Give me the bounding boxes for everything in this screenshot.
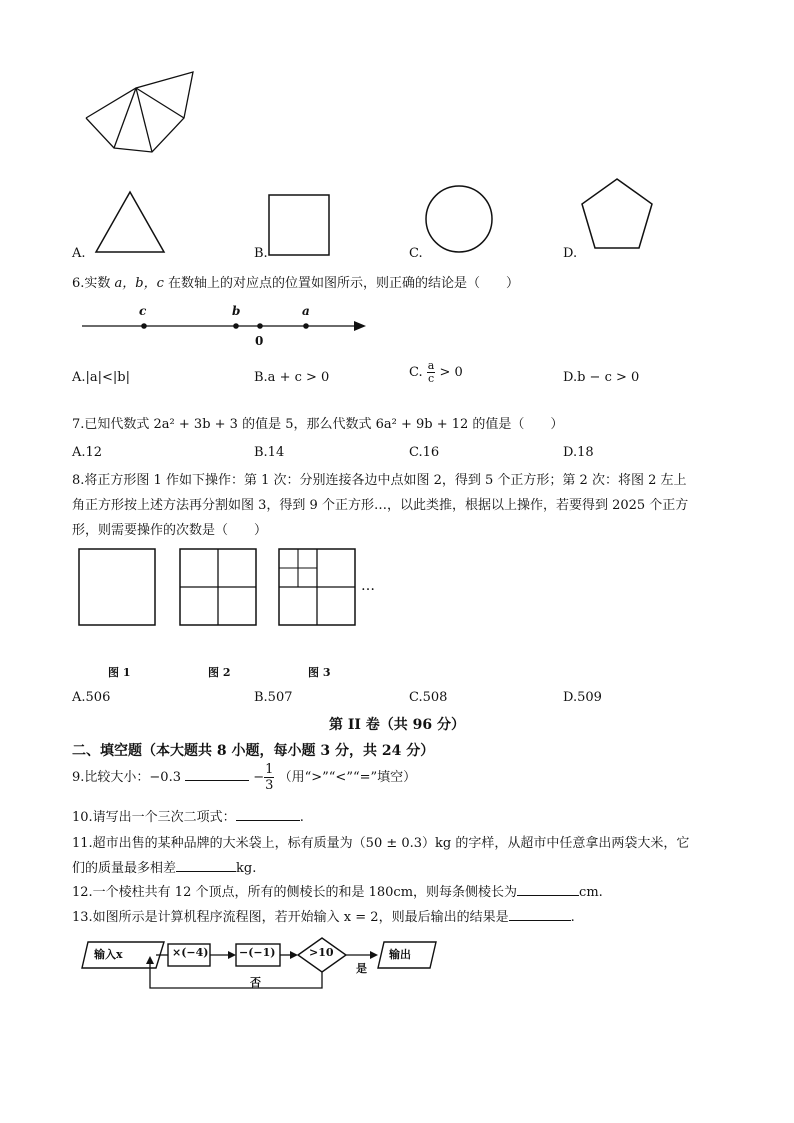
q8-figures bbox=[76, 544, 386, 628]
axis-label-zero: 0 bbox=[255, 334, 264, 348]
flow-input: 输入x bbox=[94, 948, 123, 961]
q8-ellipsis: … bbox=[361, 578, 375, 594]
q9-prefix: 9.比较大小：−0.3 bbox=[72, 770, 181, 785]
flow-subtract: −(−1) bbox=[239, 946, 276, 959]
q6-option-c-den: c bbox=[427, 372, 435, 385]
q7-stem: 7.已知代数式 2a² + 3b + 3 的值是 5，那么代数式 6a² + 9b + 12 的值是（ ） bbox=[72, 417, 564, 432]
flow-yes: 是 bbox=[356, 962, 367, 975]
q8-line-1: 8.将正方形图 1 作如下操作：第 1 次：分别连接各边中点如图 2，得到 5 个正方形；第 2 次：将图 2 左上 bbox=[72, 473, 687, 488]
section-title: 第 II 卷（共 96 分） bbox=[328, 717, 466, 733]
q8-option-d: D.509 bbox=[563, 690, 602, 705]
q7-option-d: D.18 bbox=[563, 445, 594, 460]
q12-answer-blank[interactable] bbox=[517, 883, 579, 896]
q8-option-c: C.508 bbox=[409, 690, 448, 705]
q6-stem-prefix: 6.实数 bbox=[72, 276, 111, 291]
number-line bbox=[80, 302, 370, 352]
q7-option-c: C.16 bbox=[409, 445, 440, 460]
q6-option-c-suffix: > 0 bbox=[439, 365, 463, 380]
q10-answer-blank[interactable] bbox=[236, 808, 300, 821]
flow-no: 否 bbox=[250, 976, 261, 989]
q8-option-a: A.506 bbox=[72, 690, 111, 705]
q6-option-c-prefix: C. bbox=[409, 365, 423, 380]
q8-line-3: 形，则需要操作的次数是（ ） bbox=[72, 523, 268, 538]
q10-stem bbox=[72, 806, 304, 825]
q8-fig-2-label: 图 2 bbox=[208, 666, 231, 679]
q8-line-2: 角正方形按上述方法再分割如图 3，得到 9 个正方形…，以此类推，根据以上操作，若要得到 2025 个正方 bbox=[72, 498, 689, 513]
q10-prefix: 10.请写出一个三次二项式： bbox=[72, 810, 236, 825]
q8-fig-3-label: 图 3 bbox=[308, 666, 331, 679]
q11-line-1: 11.超市出售的某种品牌的大米袋上，标有质量为（50 ± 0.3）kg 的字样，从超市中任意拿出两袋大米，它 bbox=[72, 836, 690, 851]
q6-option-c bbox=[409, 360, 463, 385]
circle-shape bbox=[423, 183, 495, 255]
q12-stem bbox=[72, 881, 603, 900]
q6-stem bbox=[72, 272, 519, 291]
axis-label-b: b bbox=[232, 304, 241, 318]
q13-stem bbox=[72, 906, 575, 925]
q7-option-b: B.14 bbox=[254, 445, 285, 460]
q12-prefix: 12.一个棱柱共有 12 个顶点，所有的侧棱长的和是 180cm，则每条侧棱长为 bbox=[72, 885, 518, 900]
q9-suffix: （用“>”“<”“=”填空） bbox=[278, 770, 417, 785]
q10-suffix: . bbox=[299, 810, 304, 825]
q6-option-b: B.a + c > 0 bbox=[254, 370, 330, 385]
q9-neg-sign: − bbox=[253, 770, 265, 785]
q5-option-d-label: D. bbox=[563, 246, 578, 261]
axis-label-a: a bbox=[302, 304, 310, 318]
q5-net-figure bbox=[78, 68, 198, 158]
q6-option-c-fraction bbox=[427, 360, 436, 385]
q9-num: 1 bbox=[265, 762, 274, 777]
q13-answer-blank[interactable] bbox=[509, 908, 571, 921]
flow-compare: >10 bbox=[309, 946, 334, 959]
q6-stem-vars: a，b，c bbox=[114, 276, 164, 291]
q9-den: 3 bbox=[265, 778, 274, 793]
q5-option-a-label: A. bbox=[72, 246, 86, 261]
q9-fraction bbox=[264, 762, 274, 793]
q8-fig-1-label: 图 1 bbox=[108, 666, 131, 679]
q9-answer-blank[interactable] bbox=[185, 768, 249, 781]
q9-stem bbox=[72, 762, 416, 793]
q11-answer-blank[interactable] bbox=[176, 859, 236, 872]
q5-option-b-label: B. bbox=[254, 246, 268, 261]
flow-output: 输出 bbox=[389, 948, 411, 961]
q13-prefix: 13.如图所示是计算机程序流程图，若开始输入 x = 2，则最后输出的结果是 bbox=[72, 910, 509, 925]
q11-line-2 bbox=[72, 857, 256, 876]
q7-option-a: A.12 bbox=[72, 445, 103, 460]
q6-option-c-num: a bbox=[427, 359, 435, 372]
q6-option-d: D.b − c > 0 bbox=[563, 370, 640, 385]
q11-prefix: 们的质量最多相差 bbox=[72, 861, 177, 876]
pentagon-shape bbox=[578, 176, 656, 252]
q6-stem-suffix: 在数轴上的对应点的位置如图所示，则正确的结论是（ ） bbox=[168, 276, 520, 291]
axis-label-c: c bbox=[139, 304, 147, 318]
q13-suffix: . bbox=[570, 910, 575, 925]
q5-option-c-label: C. bbox=[409, 246, 423, 261]
square-shape bbox=[266, 192, 332, 258]
flow-multiply: ×(−4) bbox=[172, 946, 209, 959]
q11-suffix: kg. bbox=[236, 861, 257, 876]
q8-option-b: B.507 bbox=[254, 690, 293, 705]
q12-suffix: cm. bbox=[579, 885, 603, 900]
q6-option-a: A.|a|<|b| bbox=[72, 370, 131, 385]
part2-title: 二、填空题（本大题共 8 小题，每小题 3 分，共 24 分） bbox=[72, 743, 435, 759]
triangle-shape bbox=[92, 188, 168, 256]
